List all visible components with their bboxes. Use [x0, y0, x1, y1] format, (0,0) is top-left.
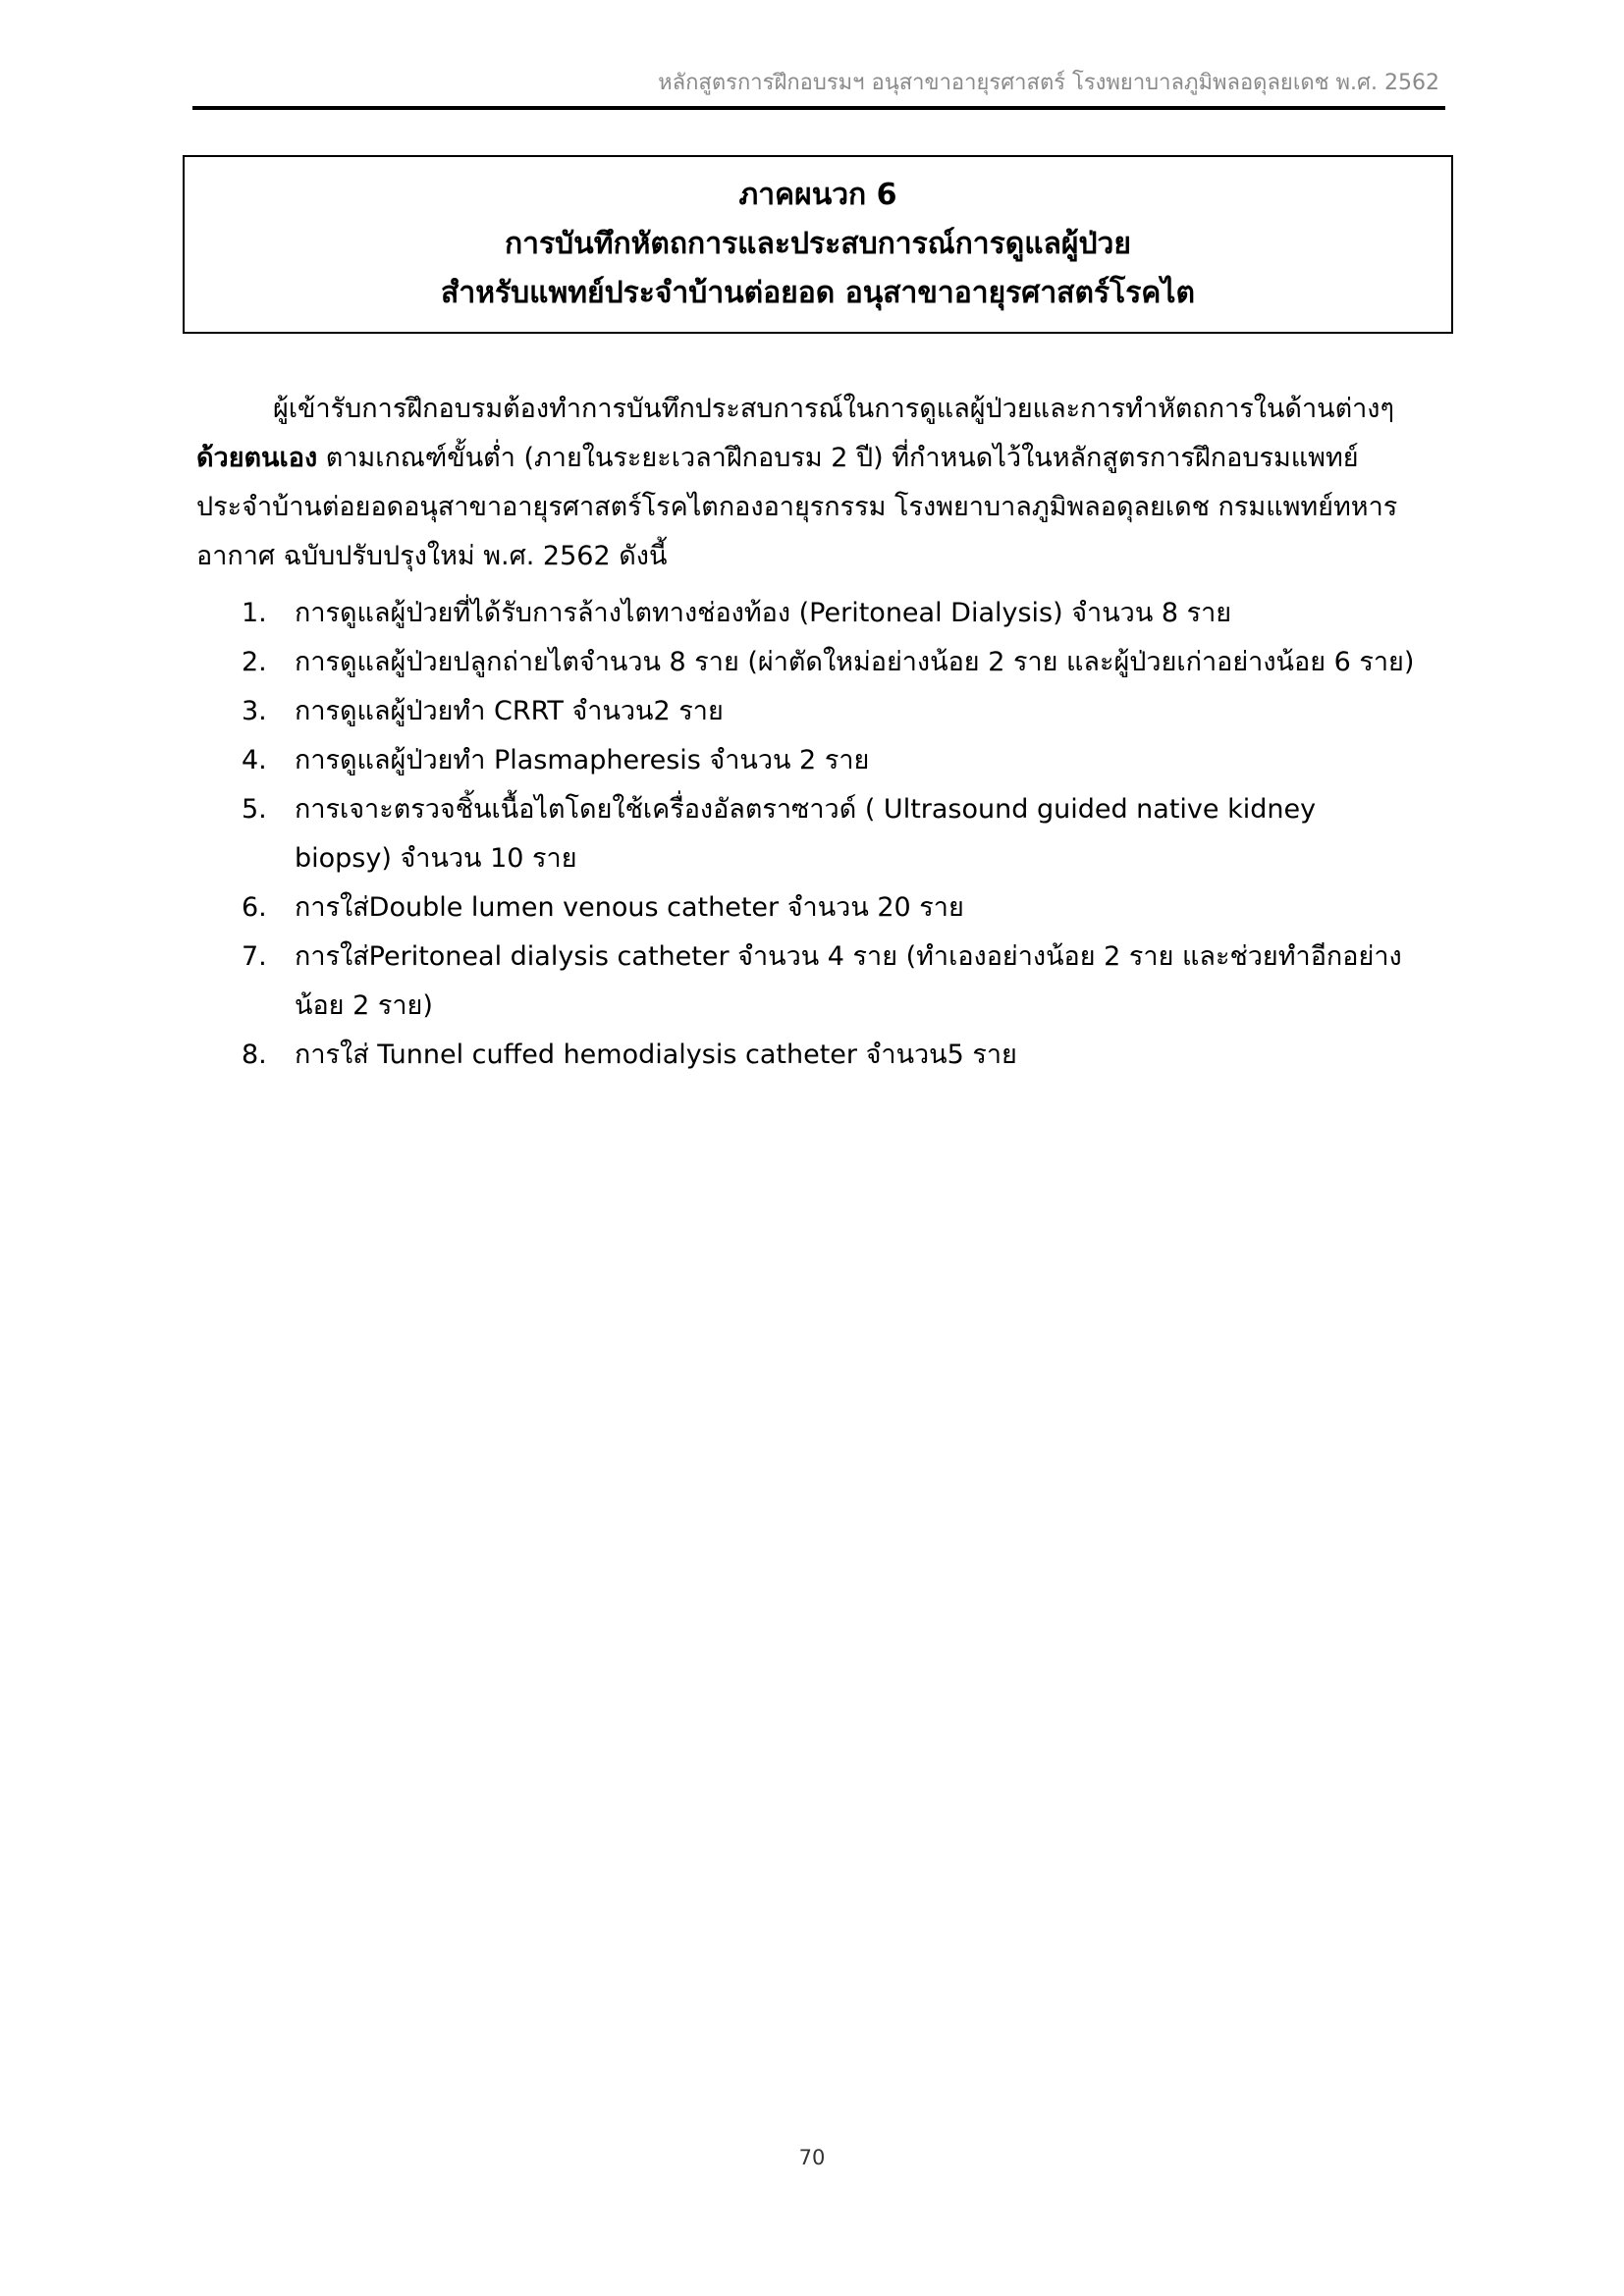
list-item-text: การดูแลผู้ป่วยที่ได้รับการล้างไตทางช่องท้อง (Peritoneal Dialysis) จำนวน 8 ราย — [295, 598, 1232, 628]
intro-text-2: ตามเกณฑ์ขั้นต่ำ (ภายในระยะเวลาฝึกอบรม 2 ปี) ที่กำหนดไว้ในหลักสูตรการฝึกอบรมแพทย์ประจำบ้านต่อยอดอนุสาขาอายุรศาสตร์โรคไตกองอายุรกรรม โรงพยาบาลภูมิพลอดุลยเดช กรมแพทย์ทหารอากาศ ฉบับปรับปรุงใหม่ พ.ศ. 2562 ดังนี้ — [196, 443, 1398, 571]
list-item-number: 7. — [242, 941, 267, 972]
list-item-number: 8. — [242, 1040, 267, 1070]
list-item-number: 2. — [242, 647, 267, 677]
list-item-text: การใส่ Tunnel cuffed hemodialysis catheter จำนวน5 ราย — [295, 1040, 1017, 1070]
page-number: 70 — [798, 2146, 826, 2169]
list-item-text: การดูแลผู้ป่วยทำ Plasmapheresis จำนวน 2 ราย — [295, 745, 870, 775]
appendix-subtitle: การบันทึกหัตถการและประสบการณ์การดูแลผู้ป่วย — [505, 227, 1131, 261]
list-item-number: 3. — [242, 696, 267, 726]
list-item — [242, 736, 1420, 785]
list-item-text: การดูแลผู้ป่วยทำ CRRT จำนวน2 ราย — [295, 696, 724, 726]
list-item — [242, 687, 1420, 736]
intro-paragraph — [196, 385, 1424, 581]
list-item — [242, 589, 1420, 638]
appendix-title: ภาคผนวก 6 — [738, 178, 897, 212]
list-item-number: 1. — [242, 598, 267, 628]
header-divider — [192, 106, 1445, 110]
list-item — [242, 785, 1420, 883]
list-item — [242, 883, 1420, 933]
list-item-text: การเจาะตรวจชิ้นเนื้อไตโดยใช้เครื่องอัลตราซาวด์ ( Ultrasound guided native kidney biopsy) จำนวน 10 ราย — [295, 794, 1317, 874]
requirements-list — [242, 589, 1420, 1080]
intro-emphasis: ด้วยตนเอง — [196, 443, 318, 473]
list-item-text: การดูแลผู้ป่วยปลูกถ่ายไตจำนวน 8 ราย (ผ่าตัดใหม่อย่างน้อย 2 ราย และผู้ป่วยเก่าอย่างน้อย 6 ราย) — [295, 647, 1415, 677]
running-header: หลักสูตรการฝึกอบรมฯ อนุสาขาอายุรศาสตร์ โรงพยาบาลภูมิพลอดุลยเดช พ.ศ. 2562 — [658, 71, 1439, 95]
list-item — [242, 1031, 1420, 1080]
intro-text-1: ผู้เข้ารับการฝึกอบรมต้องทำการบันทึกประสบการณ์ในการดูแลผู้ป่วยและการทำหัตถการในด้านต่างๆ — [273, 394, 1394, 424]
list-item — [242, 933, 1420, 1031]
list-item-number: 5. — [242, 794, 267, 825]
list-item — [242, 638, 1420, 687]
list-item-text: การใส่Double lumen venous catheter จำนวน 20 ราย — [295, 892, 964, 923]
list-item-number: 6. — [242, 892, 267, 923]
list-item-text: การใส่Peritoneal dialysis catheter จำนวน 4 ราย (ทำเองอย่างน้อย 2 ราย และช่วยทำอีกอย่างน้อย 2 ราย) — [295, 941, 1402, 1021]
title-box — [183, 155, 1453, 334]
list-item-number: 4. — [242, 745, 267, 775]
appendix-subtitle-2: สำหรับแพทย์ประจำบ้านต่อยอด อนุสาขาอายุรศาสตร์โรคไต — [441, 276, 1195, 310]
